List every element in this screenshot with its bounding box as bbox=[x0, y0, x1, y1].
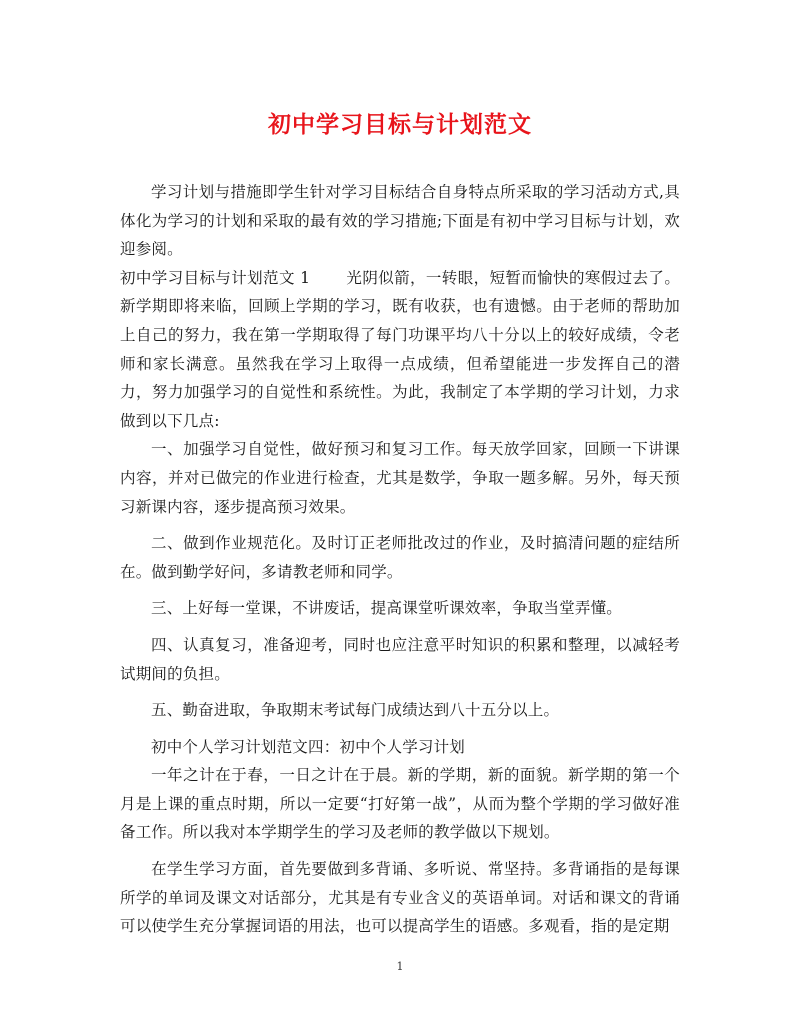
section1-paragraph bbox=[120, 264, 680, 436]
section4-paragraph-2: 在学生学习方面，首先要做到多背诵、多听说、常坚持。多背诵指的是每课所学的单词及课文对话部分，尤其是有专业含义的英语单词。对话和课文的背诵可以使学生充分掌握词语的用法，也可以提高学生的语感。多观看，指的是定期 bbox=[120, 860, 680, 936]
point-2: 二、做到作业规范化。及时订正老师批改过的作业，及时搞清问题的症结所在。做到勤学好问，多请教老师和同学。 bbox=[120, 534, 680, 581]
section4-paragraph-1: 一年之计在于春，一日之计在于晨。新的学期，新的面貌。新学期的第一个月是上课的重点时期，所以一定要“打好第一战”，从而为整个学期的学习做好准备工作。所以我对本学期学生的学习及老师的教学做以下规划。 bbox=[120, 766, 680, 842]
section1-text: 光阴似箭，一转眼，短暂而愉快的寒假过去了。新学期即将来临，回顾上学期的学习，既有收获，也有遗憾。由于老师的帮助加上自己的努力，我在第一学期取得了每门功课平均八十分以上的较好成绩，令老师和家长满意。虽然我在学习上取得一点成绩，但希望能进一步发挥自己的潜力，努力加强学习的自觉性和系统性。为此，我制定了本学期的学习计划，力求做到以下几点: bbox=[120, 268, 681, 430]
point-1: 一、加强学习自觉性，做好预习和复习工作。每天放学回家，回顾一下讲课内容，并对已做完的作业进行检查，尤其是数学，争取一题多解。另外，每天预习新课内容，逐步提高预习效果。 bbox=[120, 440, 680, 516]
point-5: 五、勤奋进取，争取期末考试每门成绩达到八十五分以上。 bbox=[151, 701, 560, 720]
point-4: 四、认真复习，准备迎考，同时也应注意平时知识的积累和整理，以减轻考试期间的负担。 bbox=[120, 635, 680, 683]
page-number: 1 bbox=[396, 960, 404, 973]
document-body bbox=[120, 178, 680, 941]
section4-heading: 初中个人学习计划范文四：初中个人学习计划 bbox=[151, 737, 466, 756]
section1-heading: 初中学习目标与计划范文 1 bbox=[120, 268, 311, 287]
intro-paragraph: 学习计划与措施即学生针对学习目标结合自身特点所采取的学习活动方式,具体化为学习的计划和采取的最有效的学习措施;下面是有初中学习目标与计划，欢迎参阅。 bbox=[120, 183, 680, 259]
document-title: 初中学习目标与计划范文 bbox=[268, 111, 532, 138]
point-3: 三、上好每一堂课，不讲废话，提高课堂听课效率，争取当堂弄懂。 bbox=[151, 599, 623, 618]
